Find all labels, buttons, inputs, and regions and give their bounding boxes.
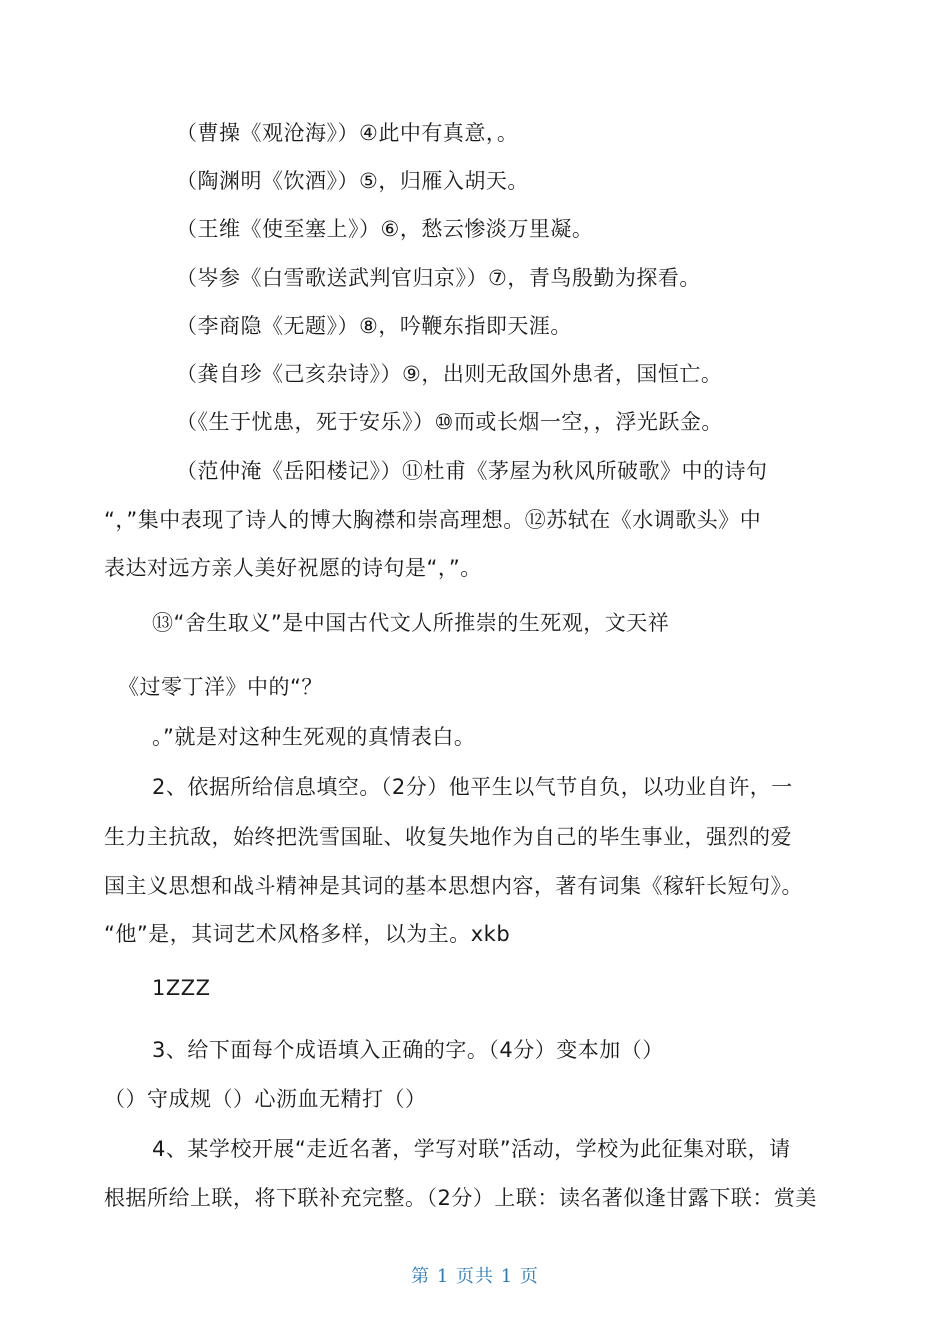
text-line: （曹操《观沧海》）④此中有真意，。 <box>176 121 519 145</box>
text-line: 根据所给上联，将下联补充完整。（2分）上联：读名著似逢甘露下联：赏美 <box>104 1186 817 1210</box>
text-line: 生力主抗敌，始终把洗雪国耻、收复失地作为自己的毕生事业，强烈的爱 <box>104 825 792 849</box>
text-line: “他”是，其词艺术风格多样，以为主。xkb <box>104 922 511 946</box>
text-line: 4、某学校开展“走近名著，学写对联”活动，学校为此征集对联，请 <box>152 1137 791 1161</box>
text-line: 表达对远方亲人美好祝愿的诗句是“，”。 <box>104 556 482 580</box>
text-line: （李商隐《无题》）⑧，吟鞭东指即天涯。 <box>176 314 572 338</box>
text-line: 。”就是对这种生死观的真情表白。 <box>152 725 476 749</box>
text-line: （陶渊明《饮酒》）⑤，归雁入胡天。 <box>176 169 529 193</box>
text-line: （范仲淹《岳阳楼记》）⑪杜甫《茅屋为秋风所破歌》中的诗句 <box>176 459 768 483</box>
text-line: 2、依据所给信息填空。（2分）他平生以气节自负，以功业自许，一 <box>152 775 793 799</box>
text-line: （王维《使至塞上》）⑥，愁云惨淡万里凝。 <box>176 217 594 241</box>
text-line: （岑参《白雪歌送武判官归京》）⑦，青鸟殷勤为探看。 <box>176 266 701 290</box>
text-line: （龚自珍《己亥杂诗》）⑨，出则无敌国外患者，国恒亡。 <box>176 362 723 386</box>
text-line: ⑬“舍生取义”是中国古代文人所推崇的生死观，文天祥 <box>152 611 670 635</box>
text-line: 《过零丁洋》中的“？ <box>118 675 323 699</box>
text-line: （）守成规（）心沥血无精打（） <box>104 1087 427 1111</box>
text-line: 3、给下面每个成语填入正确的字。（4分）变本加（） <box>152 1038 664 1062</box>
text-line: 国主义思想和战斗精神是其词的基本思想内容，著有词集《稼轩长短句》。 <box>104 874 803 898</box>
text-line: 1ZZZ <box>152 976 211 1000</box>
page-number-footer: 第 1 页共 1 页 <box>411 1266 539 1287</box>
text-line: “，”集中表现了诗人的博大胸襟和崇高理想。⑫苏轼在《水调歌头》中 <box>104 508 762 532</box>
text-line: （《生于忧患，死于安乐》）⑩而或长烟一空，，浮光跃金。 <box>176 410 723 434</box>
